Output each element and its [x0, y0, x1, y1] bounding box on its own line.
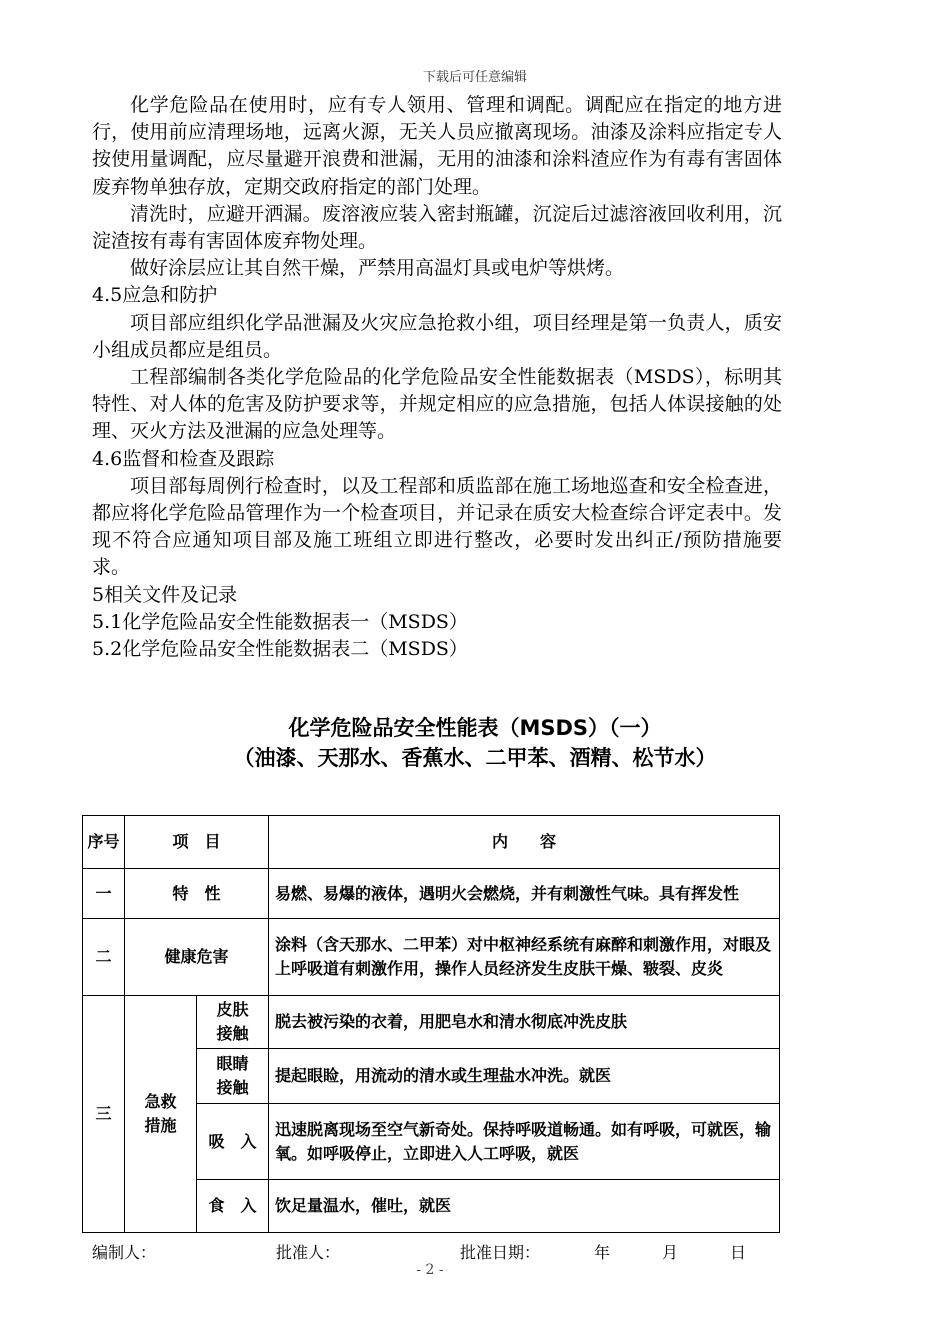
paragraph: 清洗时，应避开洒漏。废溶液应装入密封瓶罐，沉淀后过滤溶液回收利用，沉淀渣按有毒有害固体废弃物处理。 — [92, 202, 782, 253]
sub-item-label: 食 入 — [197, 1180, 269, 1233]
table-title-line1: 化学危险品安全性能表（MSDS）（一） — [288, 716, 662, 740]
msds-table — [82, 815, 780, 1233]
section-heading: 4.6监督和检查及跟踪 — [92, 447, 275, 470]
row-content: 涂料（含天那水、二甲苯）对中枢神经系统有麻醉和刺激作用，对眼及上呼吸道有刺激作用，操作人员经济发生皮肤干燥、皲裂、皮炎 — [269, 919, 780, 996]
row-item: 急救措施 — [125, 996, 197, 1233]
row-item: 特 性 — [125, 869, 269, 919]
approval-date-label: 批准日期： — [460, 1243, 541, 1262]
section-heading: 4.5应急和防护 — [92, 284, 218, 307]
row-no: 一 — [83, 869, 125, 919]
month-label: 月 — [662, 1243, 679, 1262]
table-row — [83, 919, 780, 996]
paragraph: 项目部每周例行检查时，以及工程部和质监部在施工场地巡查和安全检查进，都应将化学危险品管理作为一个检查项目，并记录在质安大检查综合评定表中。发现不符合应通知项目部及施工班组立即进行整改，必要时发出纠正/预防措施要求。 — [92, 474, 782, 579]
sub-item-content: 饮足量温水，催吐，就医 — [269, 1180, 780, 1233]
header-content: 内 容 — [269, 816, 780, 869]
paragraph: 做好涂层应让其自然干燥，严禁用高温灯具或电炉等烘烤。 — [130, 257, 625, 280]
sub-item-label: 眼睛接触 — [197, 1049, 269, 1104]
table-title — [0, 713, 950, 773]
table-row — [83, 869, 780, 919]
section-heading: 5相关文件及记录 — [92, 583, 238, 606]
row-no: 二 — [83, 919, 125, 996]
page-number: - 2 - — [416, 1262, 444, 1278]
table-header-row — [83, 816, 780, 869]
body-text — [92, 92, 782, 663]
reference-item: 5.2化学危险品安全性能数据表二（MSDS） — [92, 638, 468, 661]
sub-item-content: 脱去被污染的衣着，用肥皂水和清水彻底冲洗皮肤 — [269, 996, 780, 1049]
compiler-label: 编制人： — [92, 1243, 157, 1262]
header-item: 项 目 — [125, 816, 269, 869]
approver-label: 批准人： — [276, 1243, 341, 1262]
year-label: 年 — [594, 1243, 611, 1262]
header-note: 下载后可任意编辑 — [422, 70, 527, 85]
signature-line — [92, 1240, 792, 1264]
sub-item-label: 吸 入 — [197, 1104, 269, 1180]
row-no: 三 — [83, 996, 125, 1233]
table-row — [83, 996, 780, 1049]
paragraph: 化学危险品在使用时，应有专人领用、管理和调配。调配应在指定的地方进行，使用前应清理场地，远离火源，无关人员应撤离现场。油漆及涂料应指定专人按使用量调配，应尽量避开浪费和泄漏，无用的油漆和涂料渣应作为有毒有害固体废弃物单独存放，定期交政府指定的部门处理。 — [92, 94, 782, 198]
sub-item-label: 皮肤接触 — [197, 996, 269, 1049]
day-label: 日 — [730, 1243, 747, 1262]
table-title-line2: （油漆、天那水、香蕉水、二甲苯、酒精、松节水） — [233, 746, 717, 770]
reference-item: 5.1化学危险品安全性能数据表一（MSDS） — [92, 610, 468, 633]
row-content: 易燃、易爆的液体，遇明火会燃烧，并有刺激性气味。具有挥发性 — [269, 869, 780, 919]
paragraph: 工程部编制各类化学危险品的化学危险品安全性能数据表（MSDS），标明其特性、对人体的危害及防护要求等，并规定相应的应急措施，包括人体误接触的处理、灭火方法及泄漏的应急处理等。 — [92, 366, 782, 443]
sub-item-content: 迅速脱离现场至空气新奇处。保持呼吸道畅通。如有呼吸，可就医，输氧。如呼吸停止，立即进入人工呼吸，就医 — [269, 1104, 780, 1180]
row-item: 健康危害 — [125, 919, 269, 996]
paragraph: 项目部应组织化学品泄漏及火灾应急抢救小组，项目经理是第一负责人，质安小组成员都应是组员。 — [92, 311, 782, 361]
header-no: 序号 — [83, 816, 125, 869]
sub-item-content: 提起眼睑，用流动的清水或生理盐水冲洗。就医 — [269, 1049, 780, 1104]
